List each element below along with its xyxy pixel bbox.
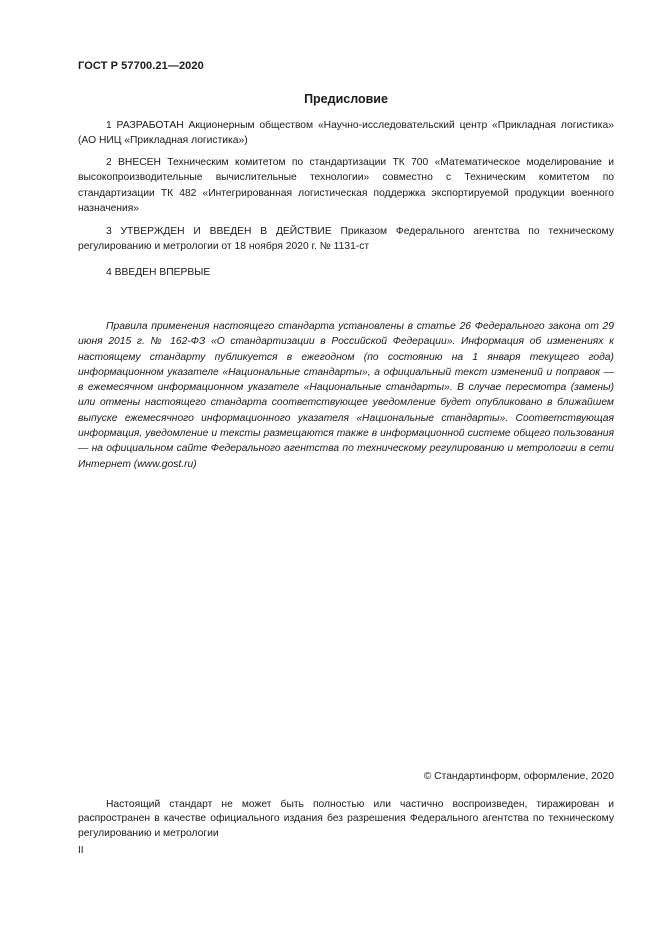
page-number: II (78, 845, 84, 856)
preface-item-2: 2 ВНЕСЕН Техническим комитетом по стандартизации ТК 700 «Математическое моделирование и высокопроизводительные вычислительные технологии» совместно с Техническим комитетом по стандартизации ТК 482 «Интегрированная логистическая поддержка экспортируемой продукции военного назначения» (78, 157, 614, 214)
copyright-line: © Стандартинформ, оформление, 2020 (423, 771, 614, 782)
page-title: Предисловие (304, 92, 388, 106)
preface-item-3: 3 УТВЕРЖДЕН И ВВЕДЕН В ДЕЙСТВИЕ Приказом Федерального агентства по техническому регулированию и метрологии от 18 ноября 2020 г. № 1131-ст (78, 226, 614, 253)
document-header: ГОСТ Р 57700.21—2020 (78, 60, 204, 72)
preface-item-4: 4 ВВЕДЕН ВПЕРВЫЕ (106, 267, 211, 278)
reproduction-restriction-note: Настоящий стандарт не может быть полностью или частично воспроизведен, тиражирован и распространен в качестве официального издания без разрешения Федерального агентства по техническому регулированию и метрологии (78, 799, 614, 839)
preface-item-1: 1 РАЗРАБОТАН Акционерным обществом «Научно-исследовательский центр «Прикладная логистика» (АО НИЦ «Прикладная логистика») (78, 120, 614, 147)
standard-application-notice: Правила применения настоящего стандарта установлены в статье 26 Федерального закона от 29 июня 2015 г. № 162-ФЗ «О стандартизации в Российской Федерации». Информация об изменениях к настоящему стандарту публикуется в ежегодном (по состоянию на 1 января текущего года) информационном указателе «Национальные стандарты», а официальный текст изменений и поправок — в ежемесячном информационном указателе «Национальные стандарты». В случае пересмотра (замены) или отмены настоящего стандарта соответствующее уведомление будет опубликовано в ближайшем выпуске ежемесячного информационного указателя «Национальные стандарты». Соответствующая информация, уведомление и тексты размещаются также в информационной системе общего пользования — на официальном сайте Федерального агентства по техническому регулированию и метрологии в сети Интернет (www.gost.ru) (78, 321, 614, 470)
